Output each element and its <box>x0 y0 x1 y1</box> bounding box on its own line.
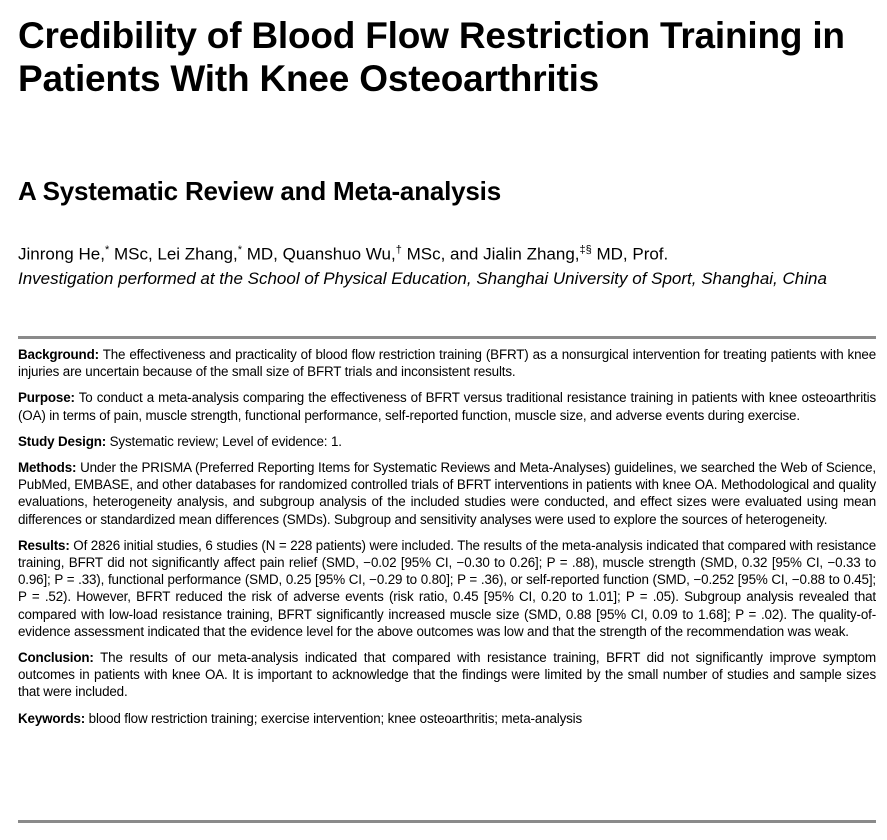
author-degree: MSc, and <box>401 244 484 264</box>
author-name: Jialin Zhang, <box>483 244 580 264</box>
author-mark: * <box>237 244 243 256</box>
section-text: To conduct a meta-analysis comparing the effectiveness of BFRT versus traditional resistance training in patients with knee osteoarthritis (OA) in terms of pain, muscle strength, functional performance, self-reported function, muscle size, and adverse events during exercise. <box>18 390 876 423</box>
author-degree: MSc, <box>109 244 158 264</box>
author-block <box>18 238 868 291</box>
abstract-purpose <box>18 389 876 423</box>
section-text: Systematic review; Level of evidence: 1. <box>106 433 342 449</box>
bottom-divider <box>18 820 876 823</box>
section-label: Purpose: <box>18 390 75 406</box>
author-list <box>18 238 868 267</box>
author-degree: MD, Prof. <box>591 244 669 264</box>
abstract <box>18 346 876 736</box>
abstract-study-design <box>18 433 876 450</box>
article-title: Credibility of Blood Flow Restriction Training in Patients With Knee Osteoarthritis <box>18 15 845 99</box>
abstract-keywords <box>18 710 876 727</box>
section-label: Keywords: <box>18 710 86 726</box>
section-text: Of 2826 initial studies, 6 studies (N = 228 patients) were included. The results of the meta-analysis indicated that compared with resistance training, BFRT did not significantly affect pain relief (SMD, −0.02 [95% CI, −0.30 to 0.26]; P = .88), muscle strength (SMD, 0.32 [95% CI, −0.33 to 0.96]; P = .33), functional performance (SMD, 0.25 [95% CI, −0.29 to 0.80]; P = .36), or self-reported function (SMD, −0.252 [95% CI, −0.88 to 0.45]; P = .52). However, BFRT reduced the risk of adverse events (risk ratio, 0.45 [95% CI, 0.20 to 1.01]; P = .05). Subgroup analysis revealed that compared with low-load resistance training, BFRT significantly increased muscle size (SMD, 0.88 [95% CI, 0.09 to 1.68]; P = .02). The quality-of-evidence assessment indicated that the evidence level for the above outcomes was low and that the strength of the recommendation was weak. <box>18 537 876 639</box>
section-label: Conclusion: <box>18 650 94 666</box>
author-mark: * <box>104 244 110 256</box>
top-divider <box>18 336 876 339</box>
section-label: Study Design: <box>18 433 107 449</box>
abstract-conclusion <box>18 649 876 701</box>
affiliation: Investigation performed at the School of Physical Education, Shanghai University of Sport, Shanghai, China <box>18 268 827 288</box>
author-name: Quanshuo Wu, <box>282 244 396 264</box>
section-text: blood flow restriction training; exercise intervention; knee osteoarthritis; meta-analysis <box>85 710 583 726</box>
abstract-results <box>18 537 876 640</box>
section-label: Results: <box>18 537 70 553</box>
author-mark: ‡§ <box>579 244 592 256</box>
section-label: Background: <box>18 347 99 362</box>
section-label: Methods: <box>18 460 77 476</box>
article-subtitle: A Systematic Review and Meta-analysis <box>18 176 501 206</box>
author-name: Lei Zhang, <box>157 244 238 264</box>
abstract-methods <box>18 459 876 528</box>
author-name: Jinrong He, <box>18 244 105 264</box>
author-mark: † <box>395 244 402 256</box>
abstract-background <box>18 346 876 380</box>
section-text: The effectiveness and practicality of blood flow restriction training (BFRT) as a nonsurgical intervention for treating patients with knee injuries are uncertain because of the small size of BFRT trials and inconsistent results. <box>18 347 876 380</box>
section-text: Under the PRISMA (Preferred Reporting Items for Systematic Reviews and Meta-Analyses) guidelines, we searched the Web of Science, PubMed, EMBASE, and other databases for randomized controlled trials of BFRT interventions in patients with knee OA. Methodological and quality evaluations, heterogeneity analysis, and subgroup analysis of the included studies were conducted, and effect sizes were evaluated using mean differences or standardized mean differences (SMDs). Subgroup and sensitivity analyses were used to explore the sources of heterogeneity. <box>18 460 876 527</box>
section-text: The results of our meta-analysis indicated that compared with resistance training, BFRT did not significantly improve symptom outcomes in patients with knee OA. It is important to acknowledge that the findings were limited by the small number of studies and sample sizes that were included. <box>18 650 876 700</box>
author-degree: MD, <box>242 244 283 264</box>
